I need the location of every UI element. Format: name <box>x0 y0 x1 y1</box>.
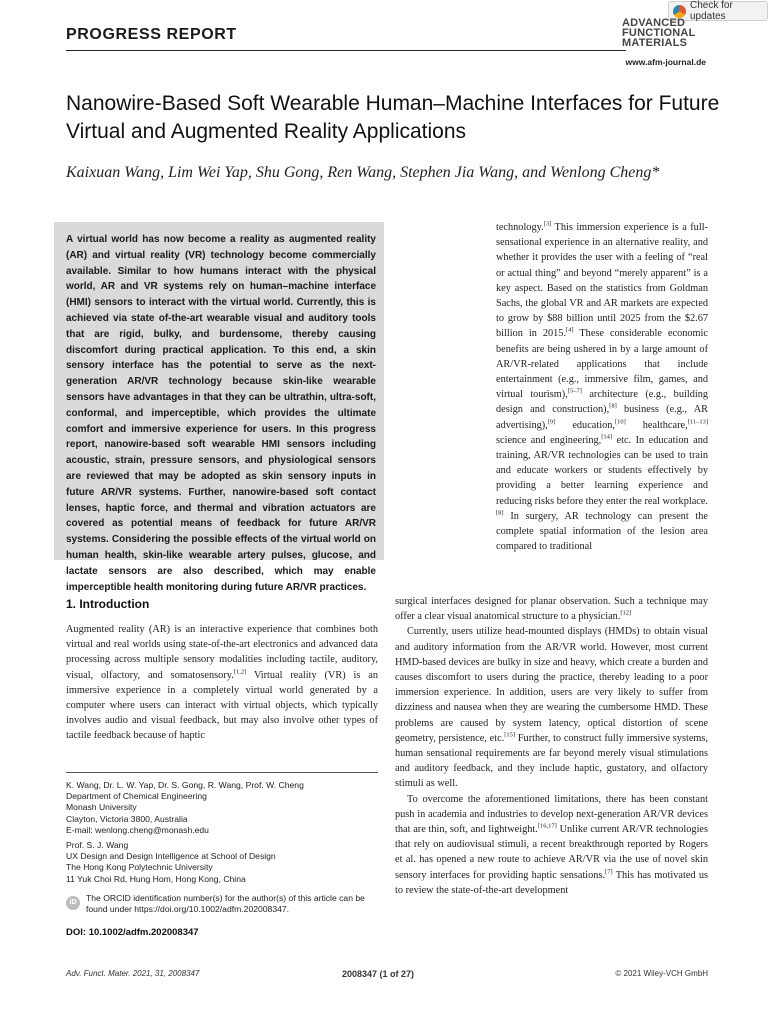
intro-paragraph <box>66 622 378 744</box>
footer-page-number: 2008347 (1 of 27) <box>342 969 415 979</box>
doi-link[interactable]: DOI: 10.1002/adfm.202008347 <box>66 927 199 938</box>
citation-ref[interactable]: [10] <box>614 418 626 426</box>
affiliation-line: Clayton, Victoria 3800, Australia <box>66 813 188 824</box>
orcid-note <box>66 893 378 915</box>
paragraph <box>395 792 708 898</box>
journal-url-link[interactable]: www.afm-journal.de <box>625 57 706 67</box>
text-run: education, <box>555 419 615 431</box>
journal-logo[interactable] <box>622 18 710 48</box>
citation-ref[interactable]: [8] <box>496 509 504 517</box>
text-run: To overcome the aforementioned limitations, there has been constant push in academia and industries to develop next-generation AR/VR devices that are thin, soft, and lightweight. <box>395 793 708 836</box>
citation-ref[interactable]: [11–13] <box>687 418 708 426</box>
text-run: Augmented reality (AR) is an interactive experience that combines both virtual and real worlds using state-of-the-art electronics and advanced data processing across multiple sensory modalities including tactile, auditory, visual, olfactory, and somatosensory. <box>66 624 378 681</box>
logo-line-2: FUNCTIONAL <box>622 27 696 39</box>
affiliation-line: Department of Chemical Engineering <box>66 791 207 802</box>
text-run: This has motivated us to review the state-of-the-art development <box>395 869 708 896</box>
text-run: etc. In education and training, AR/VR technologies can be used to train and educate workers or students effectively by providing a better learning experience and reducing risks before they enter the real workplace. <box>496 434 708 507</box>
crossmark-icon <box>673 5 686 18</box>
text-run: These considerable economic benefits are being ushered in by a large amount of AR/VR-related applications that include entertainment (e.g., immersive film, games, and virtual tourism), <box>496 328 708 401</box>
paragraph <box>395 594 708 624</box>
affiliation-line: K. Wang, Dr. L. W. Yap, Dr. S. Gong, R. Wang, Prof. W. Cheng <box>66 780 304 790</box>
text-run: Unlike current AR/VR technologies that rely on audiovisual stimuli, a recent breakthrough reported by Rogers et al. has opened a new route to achieve AR/VR via the use of novel skin sensory interfaces for providing haptic sensations. <box>395 824 709 881</box>
abstract-text: A virtual world has now become a reality as augmented reality (AR) and virtual reality (VR) technology become commercially available. Similar to how humans interact with the physical world, AR and VR systems rely on human–machine interface (HMI) sensors to interact with the virtual world. Currently, this is achieved via state of-the-art wearable visual and auditory tools that are rigid, bulky, and burdensome, thereby causing discomfort during practical application. To this end, a skin sensory interface has the potential to serve as the next-generation AR/VR technology because skin-like wearable sensors have advantages in that they can be ultrathin, ultra-soft, conformal, and imperceptible, which provides the ultimate comfort and immersive experience for users. In this progress report, nanowire-based soft wearable HMI sensors including acoustic, strain, pressure sensors, and physiological sensors are reviewed that may be adopted as skin sensory inputs in future AR/VR systems. Further, nanowire-based soft contact lenses, haptic force, and thermal and vibration actuators are covered as potential means of feedback for future AR/VR systems. Considering the possible effects of the virtual world on human health, skin-like wearable artery pulses, glucose, and lactate sensors are also described, which may enable imperceptible health monitoring during future AR/VR practices. <box>66 234 376 593</box>
citation-ref[interactable]: [3] <box>543 220 552 228</box>
citation-ref[interactable]: [7] <box>605 868 613 876</box>
logo-line-3: MATERIALS <box>622 37 688 49</box>
citation-ref[interactable]: [9] <box>547 418 556 426</box>
text-run: This immersion experience is a full-sensational experience in an alternative reality, and whether it provides the user with a feeling of “real or actual thing” and beyond “merely apparent” is a key aspect. Based on the statistics from Goldman Sachs, the global VR and AR markets are expected to grow by $88 billion until 2025 from the $2.67 billion in 2015. <box>496 222 708 340</box>
footer-copyright: © 2021 Wiley-VCH GmbH <box>615 969 708 978</box>
text-run: Virtual reality (VR) is an immersive experience in a completely virtual world generated by a computer where users can interact with virtual objects, which typically involves audio and visual feedback, but may also involve other types of tactile feedback because of haptic <box>66 669 378 742</box>
article-title: Nanowire-Based Soft Wearable Human–Machine Interfaces for Future Virtual and Augmented Reality Applications <box>66 92 720 143</box>
right-column-body <box>395 594 708 898</box>
affiliation-block-2 <box>66 840 276 885</box>
affiliation-line: Monash University <box>66 802 137 813</box>
orcid-text[interactable]: The ORCID identification number(s) for the author(s) of this article can be found under https://doi.org/10.1002/adfm.202008347. <box>86 893 365 915</box>
text-run: architecture (e.g., building design and construction), <box>496 389 708 416</box>
citation-ref[interactable]: [14] <box>601 433 613 441</box>
citation-ref[interactable]: [4] <box>566 327 574 334</box>
citation-ref[interactable]: [1,2] <box>233 668 247 676</box>
affiliation-line: 11 Yuk Choi Rd, Hung Hom, Hong Kong, China <box>66 873 246 884</box>
paragraph <box>395 624 708 791</box>
section-label: PROGRESS REPORT <box>66 26 237 43</box>
footer-citation: Adv. Funct. Mater. 2021, 31, 2008347 <box>66 969 200 978</box>
affiliation-block-1 <box>66 780 304 836</box>
abstract-box <box>54 222 384 593</box>
citation-ref[interactable]: [15] <box>504 731 516 739</box>
affiliation-line: UX Design and Design Intelligence at School of Design <box>66 851 276 862</box>
email-link[interactable]: E-mail: wenlong.cheng@monash.edu <box>66 824 209 835</box>
text-run: technology. <box>496 222 544 233</box>
text-run: science and engineering, <box>496 434 602 446</box>
section-heading-introduction: 1. Introduction <box>66 597 150 611</box>
logo-line-1: ADVANCED <box>622 17 686 29</box>
affiliation-line: Prof. S. J. Wang <box>66 840 129 850</box>
affiliation-divider <box>66 772 378 773</box>
citation-ref[interactable]: [12] <box>620 609 632 617</box>
citation-ref[interactable]: [8] <box>609 403 617 411</box>
citation-ref[interactable]: [16,17] <box>537 822 557 830</box>
check-updates-label: Check for updates <box>690 0 733 22</box>
text-run: surgical interfaces designed for planar observation. Such a technique may offer a clear visual anatomical structure to a physician. <box>395 596 708 623</box>
right-column-top <box>496 220 708 554</box>
text-run: healthcare, <box>625 419 688 431</box>
author-list: Kaixuan Wang, Lim Wei Yap, Shu Gong, Ren Wang, Stephen Jia Wang, and Wenlong Cheng* <box>66 164 660 181</box>
text-run: In surgery, AR technology can present the complete spatial information of the lesion area compared to traditional <box>496 510 708 553</box>
header-divider <box>66 50 626 51</box>
text-run: Currently, users utilize head-mounted displays (HMDs) to obtain visual and auditory information from the AR/VR world. However, most current HMD-based devices are bulky in size and heavy, which create a burden and causes discomfort to users during the practice, thereby leading to a poor immersion experience. In addition, users are very likely to suffer from dizziness and nausea when they are wearing the cumbersome HMD. These problems are caused by system latency, optical distortion of scene geometry, persistence, etc. <box>395 626 708 744</box>
citation-ref[interactable]: [5–7] <box>567 387 582 395</box>
affiliation-line: The Hong Kong Polytechnic University <box>66 862 213 873</box>
text-run: Further, to construct fully immersive systems, human sensational requirements are far beyond merely visual stimulations and auditory feedback, and they include haptic, gustatory, and olfactory stimuli as well. <box>395 732 708 790</box>
text-run: business (e.g., AR advertising), <box>496 404 708 431</box>
orcid-icon[interactable]: iD <box>66 896 80 910</box>
